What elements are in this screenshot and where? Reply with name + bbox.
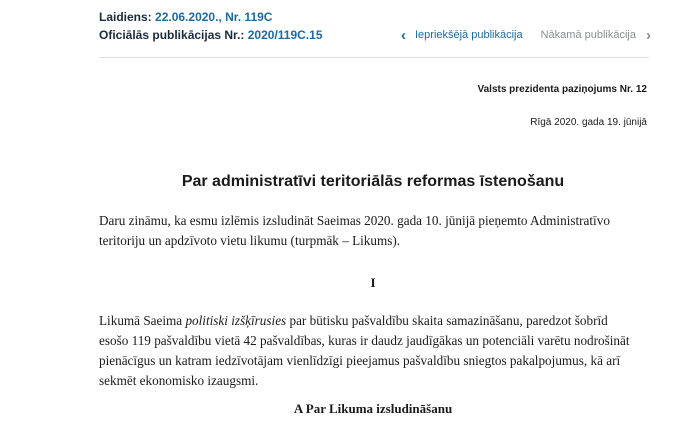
issue-label: Laidiens: (99, 10, 152, 24)
previous-publication-label: Iepriekšējā publikācija (414, 29, 523, 41)
emphasized-text: politiski izšķīrusies (185, 313, 287, 328)
intro-line: teritoriju un apdzīvoto vietu likumu (turpmāk – Likums). (99, 233, 401, 248)
header-divider (99, 57, 649, 58)
next-publication-link[interactable] (541, 28, 651, 43)
publication-nav (401, 28, 651, 43)
chevron-left-icon: ‹ (400, 27, 406, 44)
notice-number: Valsts prezidenta paziņojums Nr. 12 (477, 84, 647, 95)
official-publication-link[interactable]: 2020/119C.15 (247, 28, 323, 42)
publication-header (99, 8, 659, 44)
previous-publication-link[interactable] (401, 28, 523, 43)
reform-text: Likumā Saeima (99, 313, 186, 328)
section-subheading: A Par Likuma izsludināšanu (293, 401, 453, 416)
intro-line: Daru zināmu, ka esmu izlēmis izsludināt Saeimas 2020. gada 10. jūnijā pieņemto Administratīvo (99, 213, 610, 228)
official-publication-info (99, 28, 323, 43)
issue-link[interactable]: 22.06.2020., Nr. 119C (155, 10, 273, 24)
chevron-right-icon: › (646, 27, 651, 44)
reform-line: pienācīgus un katram iedzīvotājam vienlīdzīgi pieejamus pašvaldību sniegtos pakalpojumus, kā arī (99, 353, 621, 368)
official-publication-label: Oficiālās publikācijas Nr.: (99, 28, 245, 42)
intro-paragraph (99, 211, 649, 251)
place-date: Rīgā 2020. gada 19. jūnijā (530, 117, 647, 128)
reform-line (99, 311, 649, 331)
reform-line: sekmēt ekonomisko izaugsmi. (99, 373, 259, 388)
reform-line: esošo 119 pašvaldību vietā 42 pašvaldības, kuras ir daudz jaudīgākas un potenciāli varētu nodrošināt (99, 333, 630, 348)
issue-info (99, 10, 272, 25)
section-number: I (370, 275, 376, 290)
next-publication-label: Nākamā publikācija (540, 29, 636, 41)
reform-paragraph (99, 311, 649, 391)
reform-text: par būtisku pašvaldību skaita samazināšanu, paredzot šobrīd (286, 313, 608, 328)
document-title: Par administratīvi teritoriālās reformas īstenošanu (181, 173, 565, 190)
